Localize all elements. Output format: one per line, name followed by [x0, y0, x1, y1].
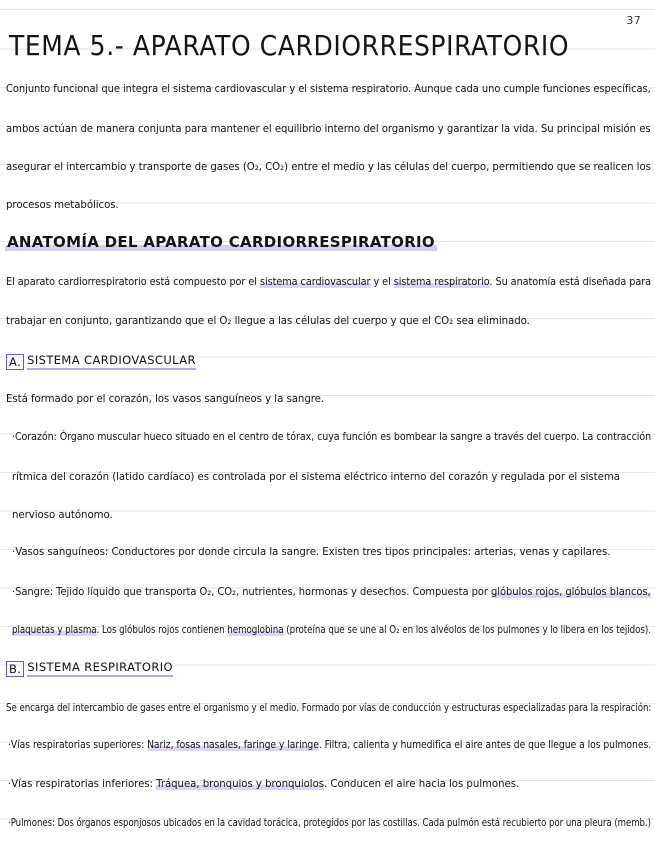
intro-line-1: Conjunto funcional que integra el sistema cardiovascular y el sistema respiratorio. Aunque cada uno cumple funciones específicas, — [6, 84, 651, 95]
respiratorio-intro: Se encarga del intercambio de gases entre el organismo y el medio. Formado por vías de conducción y estructuras especializadas para la respiración: — [6, 703, 652, 714]
page-title: TEMA 5.- APARATO CARDIORRESPIRATORIO — [9, 29, 570, 62]
subsection-title-respiratorio: SISTEMA RESPIRATORIO — [27, 660, 173, 677]
anatomia-line-2: trabajar en conjunto, garantizando que el O₂ llegue a las células del cuerpo y que el CO₂ sea eliminado. — [6, 316, 530, 327]
sangre-line-1-text: ·Sangre: Tejido líquido que transporta O₂, CO₂, nutrientes, hormonas y desechos. Compuesta por — [12, 587, 492, 598]
sangre-line-1 — [12, 587, 651, 598]
intro-line-2: ambos actúan de manera conjunta para mantener el equilibrio interno del organismo y garantizar la vida. Su principal misión es — [6, 124, 651, 135]
subsection-heading-a — [6, 353, 196, 370]
sangre-line-2-text-b: (proteína que se une al O₂ en los alvéolos de los pulmones y lo libera en los tejidos). — [283, 625, 651, 636]
highlight-sistema-cardiovascular: sistema cardiovascular — [259, 277, 371, 288]
anatomia-line-1-text-c: . Su anatomía está diseñada para — [489, 277, 652, 288]
highlight-sistema-respiratorio: sistema respiratorio — [393, 277, 490, 288]
pulmones-line: ·Pulmones: Dos órganos esponjosos ubicados en la cavidad torácica, protegidos por las costillas. Cada pulmón está recubierto por una pleura (memb.) — [8, 818, 651, 829]
vias-superiores-label: ·Vías respiratorias superiores: — [8, 740, 148, 751]
section-heading-anatomia: ANATOMÍA DEL APARATO CARDIORRESPIRATORIO — [7, 233, 435, 251]
vias-inferiores-line — [8, 779, 519, 790]
vias-superiores-line — [8, 740, 651, 751]
highlight-hemoglobina: hemoglobina — [227, 625, 284, 636]
highlight-vias-inferiores: Tráquea, bronquios y bronquiolos — [156, 779, 325, 790]
sangre-line-2-text-a: . Los glóbulos rojos contienen — [96, 625, 228, 636]
subsection-heading-b — [6, 660, 173, 677]
highlight-globulos: glóbulos rojos, glóbulos blancos, — [491, 587, 651, 598]
anatomia-line-1-text-b: y el — [370, 277, 394, 288]
corazon-line-1: ·Corazón: Órgano muscular hueco situado en el centro de tórax, cuya función es bombear la sangre a través del cuerpo. La contracción — [12, 432, 652, 443]
subsection-letter-a: A. — [6, 354, 24, 370]
cardiovascular-intro: Está formado por el corazón, los vasos sanguíneos y la sangre. — [6, 394, 325, 405]
intro-line-4: procesos metabólicos. — [6, 200, 119, 211]
corazon-line-2: rítmica del corazón (latido cardíaco) es controlada por el sistema eléctrico interno del corazón y regulada por el sistema — [12, 472, 620, 483]
subsection-title-cardiovascular: SISTEMA CARDIOVASCULAR — [27, 353, 196, 370]
anatomia-line-1 — [6, 277, 651, 288]
sangre-line-2 — [12, 625, 651, 636]
vias-inferiores-text: . Conducen el aire hacia los pulmones. — [324, 779, 520, 790]
highlight-vias-superiores: Nariz, fosas nasales, faringe y laringe — [147, 740, 319, 751]
page-number: 37 — [626, 14, 641, 27]
vias-superiores-text: . Filtra, calienta y humedifica el aire antes de que llegue a los pulmones. — [318, 740, 652, 751]
anatomia-line-1-text-a: El aparato cardiorrespiratorio está compuesto por el — [6, 277, 260, 288]
vasos-line: ·Vasos sanguíneos: Conductores por donde circula la sangre. Existen tres tipos principales: arterias, venas y capilares. — [12, 547, 611, 558]
intro-line-3: asegurar el intercambio y transporte de gases (O₂, CO₂) entre el medio y las células del cuerpo, permitiendo que se realicen los — [6, 162, 651, 173]
highlight-plaquetas-plasma: plaquetas y plasma — [12, 625, 97, 636]
vias-inferiores-label: ·Vías respiratorias inferiores: — [8, 779, 157, 790]
subsection-letter-b: B. — [6, 661, 24, 677]
corazon-line-3: nervioso autónomo. — [12, 510, 113, 521]
